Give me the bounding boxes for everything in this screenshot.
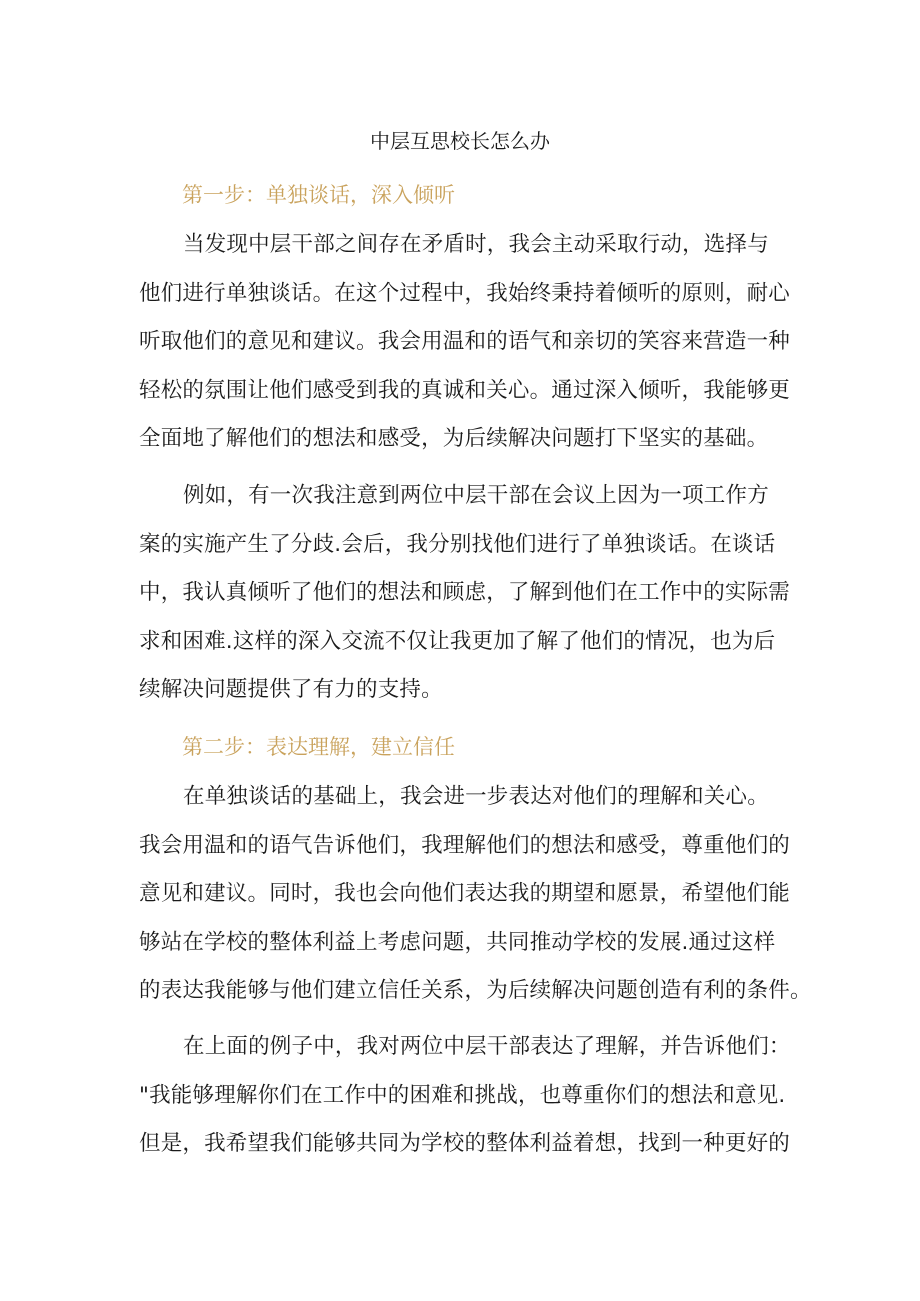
paragraph-3: [139, 773, 812, 1016]
paragraph-line: 轻松的氛围让他们感受到我的真诚和关心。通过深入倾听，我能够更: [139, 377, 791, 403]
paragraph-1: [139, 221, 789, 464]
section-heading-step-1: 第一步：单独谈话，深入倾听: [182, 183, 455, 207]
paragraph-2: [139, 472, 789, 715]
paragraph-line: 的表达我能够与他们建立信任关系，为后续解决问题创造有利的条件。: [139, 978, 812, 1003]
paragraph-line: 求和困难.这样的深入交流不仅让我更加了解了他们的情况，也为后: [139, 628, 776, 654]
paragraph-line: 但是，我希望我们能够共同为学校的整体利益着想，找到一种更好的: [139, 1131, 791, 1156]
paragraph-line: 他们进行单独谈话。在这个过程中，我始终秉持着倾听的原则，耐心: [139, 280, 791, 306]
paragraph-line: 在单独谈话的基础上，我会进一步表达对他们的理解和关心。: [183, 784, 769, 809]
paragraph-line: 听取他们的意见和建议。我会用温和的语气和亲切的笑容来营造一种: [139, 329, 791, 354]
paragraph-line: 我会用温和的语气告诉他们，我理解他们的想法和感受，尊重他们的: [139, 832, 791, 858]
paragraph-line: 当发现中层干部之间存在矛盾时，我会主动采取行动，选择与: [183, 232, 769, 257]
paragraph-line: 全面地了解他们的想法和感受，为后续解决问题打下坚实的基础。: [139, 426, 769, 451]
paragraph-4: [139, 1023, 789, 1169]
paragraph-line: "我能够理解你们在工作中的困难和挑战，也尊重你们的想法和意见.: [139, 1082, 786, 1108]
paragraph-line: 续解决问题提供了有力的支持。: [139, 677, 443, 702]
paragraph-line: 够站在学校的整体利益上考虑问题，共同推动学校的发展.通过这样: [139, 929, 776, 955]
paragraph-line: 意见和建议。同时，我也会向他们表达我的期望和愿景，希望他们能: [139, 881, 791, 906]
paragraph-line: 中，我认真倾听了他们的想法和顾虑，了解到他们在工作中的实际需: [139, 580, 791, 605]
paragraph-line: 在上面的例子中，我对两位中层干部表达了理解，并告诉他们：: [183, 1034, 791, 1059]
section-heading-step-2: 第二步：表达理解，建立信任: [182, 735, 455, 759]
paragraph-line: 例如，有一次我注意到两位中层干部在会议上因为一项工作方: [183, 483, 769, 508]
document-title: 中层互思校长怎么办: [370, 129, 550, 153]
paragraph-line: 案的实施产生了分歧.会后，我分别找他们进行了单独谈话。在谈话: [139, 531, 776, 557]
